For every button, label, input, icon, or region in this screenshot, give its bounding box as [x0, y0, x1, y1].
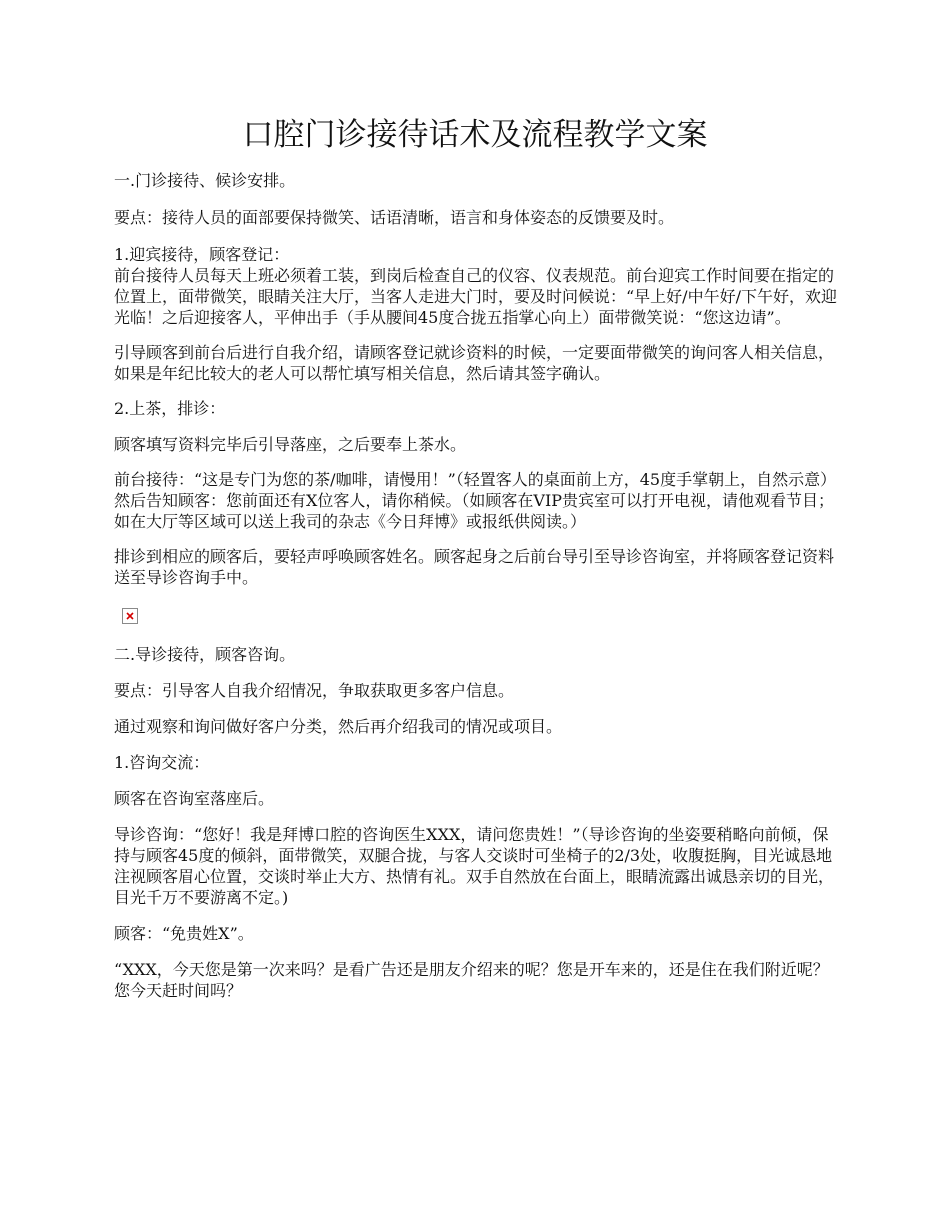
paragraph-greeting-procedure: 前台接待人员每天上班必须着工装，到岗后检查自己的仪容、仪表规范。前台迎宾工作时间要在指定的位置上，面带微笑，眼睛关注大厅，当客人走进大门时，要及时问候说：“早上好/中午好/下午好，欢迎光临！之后迎接客人，平伸出手（手从腰间45度合拢五指掌心向上）面带微笑说：“您这边请”。	[114, 266, 837, 327]
page-title: 口腔门诊接待话术及流程教学文案	[242, 117, 708, 153]
key-points-reception: 要点：接待人员的面部要保持微笑、话语清晰，语言和身体姿态的反馈要及时。	[114, 208, 675, 227]
paragraph-consultant-dialogue: 导诊咨询：“您好！我是拜博口腔的咨询医生XXX，请问您贵姓！”（导诊咨询的坐姿要稍略向前倾，保持与顾客45度的倾斜，面带微笑，双腿合拢，与客人交谈时可坐椅子的2/3处，收腹挺胸，目光诚恳地注视顾客眉心位置，交谈时举止大方、热情有礼。双手自然放在台面上，眼睛流露出诚恳亲切的目光，目光千万不要游离不定。)	[114, 825, 835, 907]
document-body	[114, 170, 842, 1001]
paragraph-seated: 顾客在咨询室落座后。	[114, 789, 275, 808]
broken-image-icon	[122, 608, 138, 624]
paragraph-classification: 通过观察和询问做好客户分类，然后再介绍我司的情况或项目。	[114, 717, 563, 736]
key-points-consultation: 要点：引导客人自我介绍情况，争取获取更多客户信息。	[114, 681, 515, 700]
subheading-greeting: 1.迎宾接待，顾客登记：	[114, 245, 290, 264]
section-heading-reception: 一.门诊接待、候诊安排。	[114, 171, 296, 190]
paragraph-follow-up-questions: “XXX，今天您是第一次来吗？是看广告还是朋友介绍来的呢？您是开车来的，还是住在我们附近呢？您今天赶时间吗？	[114, 960, 829, 1000]
paragraph-registration: 引导顾客到前台后进行自我介绍，请顾客登记就诊资料的时候，一定要面带微笑的询问客人相关信息，如果是年纪比较大的老人可以帮忙填写相关信息，然后请其签字确认。	[114, 343, 835, 383]
paragraph-serving-tea: 前台接待：“这是专门为您的茶/咖啡，请慢用！”（轻置客人的桌面前上方，45度手掌朝上，自然示意）然后告知顾客：您前面还有X位客人，请你稍候。（如顾客在VIP贵宾室可以打开电视，请他观看节目；如在大厅等区域可以送上我司的杂志《今日拜博》或报纸供阅读。）	[114, 470, 837, 531]
paragraph-calling-customer: 排诊到相应的顾客后，要轻声呼唤顾客姓名。顾客起身之后前台导引至导诊咨询室，并将顾客登记资料送至导诊咨询手中。	[114, 547, 835, 587]
subheading-consultation: 1.咨询交流：	[114, 753, 210, 772]
paragraph-seating: 顾客填写资料完毕后引导落座，之后要奉上茶水。	[114, 435, 467, 454]
paragraph-customer-reply: 顾客：“免贵姓X”。	[114, 924, 254, 943]
subheading-tea-queue: 2.上茶，排诊：	[114, 399, 226, 418]
section-heading-consultation: 二.导诊接待，顾客咨询。	[114, 645, 296, 664]
